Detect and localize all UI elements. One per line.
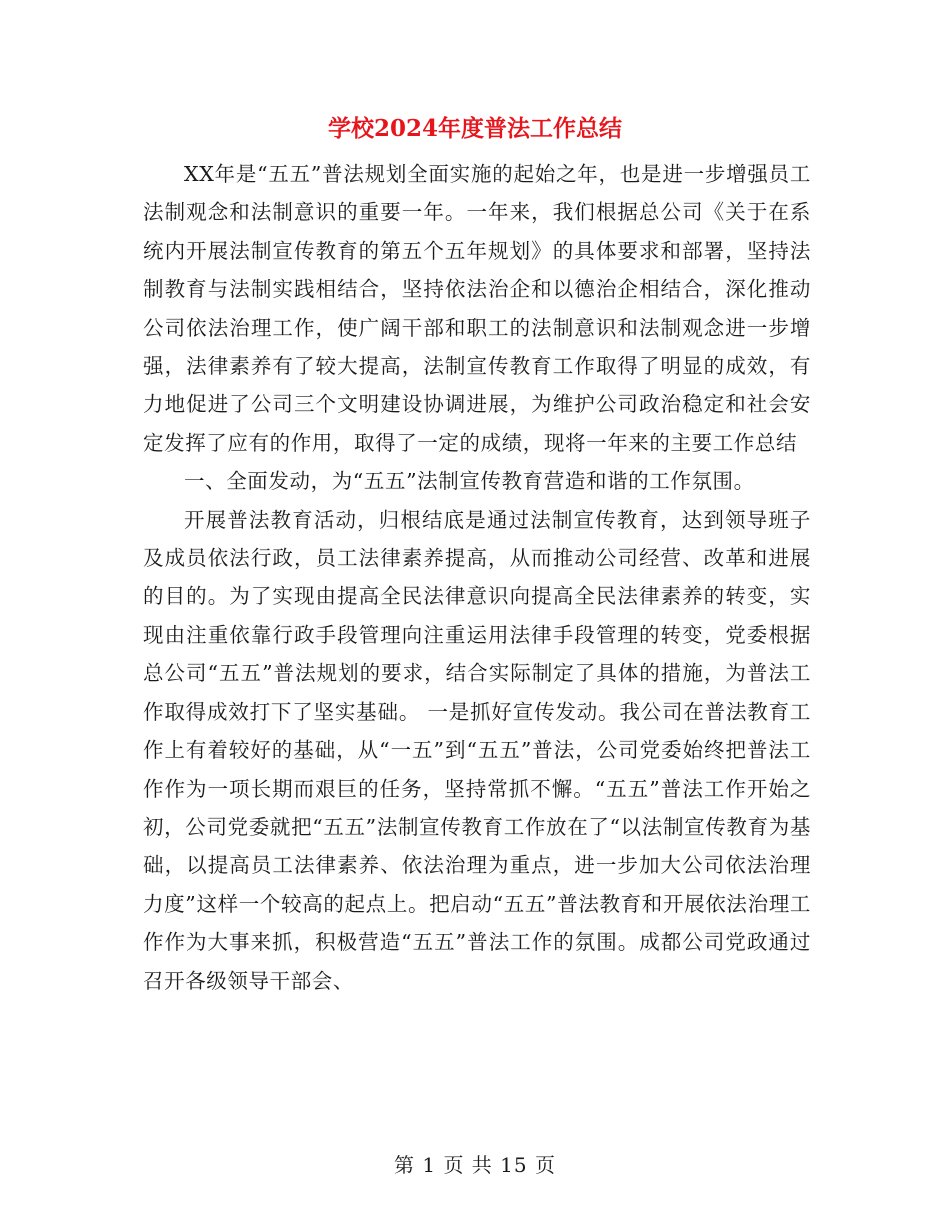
body-paragraph: XX年是“五五”普法规划全面实施的起始之年，也是进一步增强员工法制观念和法制意识的重要一年。一年来，我们根据总公司《关于在系统内开展法制宣传教育的第五个五年规划》的具体要求和部署，坚持法制教育与法制实践相结合，坚持依法治企和以德治企相结合，深化推动公司依法治理工作，使广阔干部和职工的法制意识和法制观念进一步增强，法律素养有了较大提高，法制宣传教育工作取得了明显的成效，有力地促进了公司三个文明建设协调进展，为维护公司政治稳定和社会安定发挥了应有的作用，取得了一定的成绩，现将一年来的主要工作总结 [143,162,811,455]
section-heading: 一、全面发动，为“五五”法制宣传教育营造和谐的工作氛围。 [184,469,755,494]
page-number: 第 1 页 共 15 页 [394,1153,556,1177]
page-footer [0,1150,950,1180]
document-body [143,155,811,1000]
body-paragraph: 开展普法教育活动，归根结底是通过法制宣传教育，达到领导班子及成员依法行政，员工法律素养提高，从而推动公司经营、改革和进展的目的。为了实现由提高全民法律意识向提高全民法律素养的转变，实现由注重依靠行政手段管理向注重运用法律手段管理的转变，党委根据总公司“五五”普法规划的要求，结合实际制定了具体的措施，为普法工作取得成效打下了坚实基础。 一是抓好宣传发动。我公司在普法教育工作上有着较好的基础，从“一五”到“五五”普法，公司党委始终把普法工作作为一项长期而艰巨的任务，坚持常抓不懈。“五五”普法工作开始之初，公司党委就把“五五”法制宣传教育工作放在了“以法制宣传教育为基础，以提高员工法律素养、依法治理为重点，进一步加大公司依法治理力度”这样一个较高的起点上。把启动“五五”普法教育和开展依法治理工作作为大事来抓，积极营造“五五”普法工作的氛围。成都公司党政通过召开各级领导干部会、 [143,507,811,993]
document-title: 学校2024年度普法工作总结 [327,115,622,142]
